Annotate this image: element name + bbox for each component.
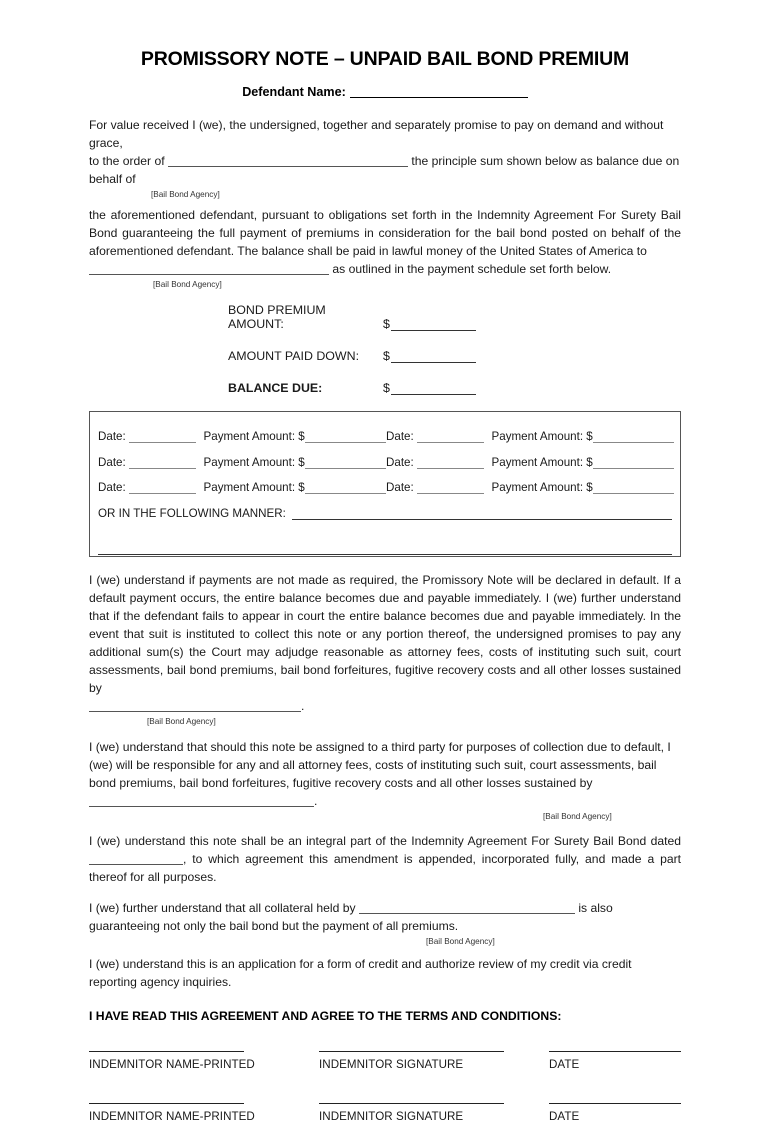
schedule-cell-right [386,430,674,443]
payment-amount-input[interactable] [593,482,674,494]
payment-date-input[interactable] [417,482,484,494]
date-label: Date: [386,455,414,469]
intro-body: the aforementioned defendant, pursuant to obligations set forth in the Indemnity Agreement For Surety Bail Bond guaranteeing the full payment of premiums in consideration for the bail bond posted on behalf of the aforementioned defendant. The balance shall be paid in lawful money of the United States of America to [89,208,681,259]
agency-blank-3[interactable] [89,700,301,712]
agency-caption-3: [Bail Bond Agency] [147,717,216,727]
payment-amount-label: Payment Amount: $ [203,455,305,469]
assignment-clause-text: I (we) understand that should this note be assigned to a third party for purposes of collection due to default, I (we) will be responsible for any and all attorney fees, costs of instituting such suit, court assessments, bail bond premiums, bail bond forfeitures, fugitive recovery costs and all other losses sustained by [89,740,671,791]
indemnitor-signature-label: INDEMNITOR SIGNATURE [319,1058,464,1072]
signature-date-column [549,1051,681,1071]
page-title: PROMISSORY NOTE – UNPAID BAIL BOND PREMIUM [140,48,630,70]
schedule-cell-left [98,430,386,443]
payment-amount-label: Payment Amount: $ [203,481,305,495]
indemnitor-name-label: INDEMNITOR NAME-PRINTED [89,1058,255,1072]
date-label: Date: [98,481,126,495]
payment-amount-input[interactable] [593,457,674,469]
schedule-cell-right [386,481,674,494]
amount-paid-down-input[interactable] [391,351,476,363]
other-manner-input-line2[interactable] [98,542,672,555]
indemnitor-name-input[interactable] [89,1103,244,1104]
balance-due-label: BALANCE DUE: [228,381,323,396]
intro-section [89,117,681,289]
date-label: Date: [386,481,414,495]
signature-block [89,1051,681,1123]
default-clause: I (we) understand if payments are not made as required, the Promissory Note will be declared in default. If a default payment occurs, the entire balance becomes due and payable immediately. I (we) further understand that if the defendant fails to appear in court the entire balance becomes due and payable immediately. In the event that suit is instituted to collect this note or any portion thereof, the undersigned promises to pay any additional sum(s) the Court may adjudge reasonable as attorney fees, costs of instituting such suit, court assessments, bail bond premiums, bail bond forfeitures, fugitive recovery costs and all other losses sustained by [89,573,681,696]
payment-amount-label: Payment Amount: $ [491,481,593,495]
signature-date-label: DATE [549,1058,580,1072]
schedule-cell-left [98,481,386,494]
read-and-agree-statement: I HAVE READ THIS AGREEMENT AND AGREE TO THE TERMS AND CONDITIONS: [89,1009,562,1024]
agreement-date-input[interactable] [89,853,183,865]
agency-blank-1[interactable] [168,155,408,167]
integral-clause [89,833,681,887]
indemnitor-signature-column [319,1103,549,1123]
signature-date-input[interactable] [549,1103,681,1104]
intro-line-2 [89,153,681,189]
default-clause-period: . [301,699,305,714]
bond-premium-amount-label: BOND PREMIUM AMOUNT: [228,303,326,332]
signature-row [89,1051,681,1071]
agency-blank-4[interactable] [89,795,314,807]
intro-line-2-prefix: to the order of [89,154,165,169]
indemnitor-signature-column [319,1051,549,1071]
amount-paid-down-row [228,349,681,363]
payment-schedule-box [89,411,681,557]
default-clause-blank-line [89,698,681,716]
date-label: Date: [386,430,414,444]
intro-line-2-suffix: the principle sum shown below as balance due on behalf of [89,154,680,187]
payment-amount-label: Payment Amount: $ [491,430,593,444]
balance-due-row [228,381,681,395]
payment-schedule-row [98,430,672,443]
date-label: Date: [98,430,126,444]
intro-after-blank-line [89,261,681,279]
indemnitor-name-label: INDEMNITOR NAME-PRINTED [89,1110,255,1123]
other-manner-label: OR IN THE FOLLOWING MANNER: [98,506,286,520]
signature-date-input[interactable] [549,1051,681,1052]
agency-caption-2: [Bail Bond Agency] [153,280,222,290]
payment-date-input[interactable] [129,482,196,494]
indemnitor-name-column [89,1051,319,1071]
other-manner-row [98,507,672,520]
agency-blank-2[interactable] [89,263,329,275]
assignment-clause [89,739,681,811]
payment-amount-input[interactable] [593,431,674,443]
schedule-cell-right [386,456,674,469]
assignment-clause-period: . [314,794,318,809]
agency-blank-5[interactable] [359,902,575,914]
intro-after-blank-text: as outlined in the payment schedule set forth below. [332,262,612,277]
agency-caption-1: [Bail Bond Agency] [151,190,220,200]
intro-line-1: For value received I (we), the undersigned, together and separately promise to pay on demand and without grace, [89,118,664,151]
defendant-name-row [89,85,681,99]
payment-schedule-row [98,456,672,469]
agency-caption-5: [Bail Bond Agency] [426,937,495,947]
payment-date-input[interactable] [417,431,484,443]
signature-date-column [549,1103,681,1123]
payment-schedule-row [98,481,672,494]
balance-due-input[interactable] [391,383,476,395]
bond-premium-currency: $ [383,317,390,332]
bond-premium-amount-row [228,303,681,331]
indemnitor-signature-input[interactable] [319,1103,504,1104]
collateral-clause-text-b: is also guaranteeing not only the bail bond but the payment of all premiums. [89,901,613,934]
date-label: Date: [98,455,126,469]
agency-caption-4: [Bail Bond Agency] [543,812,612,822]
indemnitor-name-input[interactable] [89,1051,244,1052]
schedule-cell-left [98,456,386,469]
integral-clause-text-b: , to which agreement this amendment is appended, incorporated fully, and made a part thereof for all purposes. [89,852,681,885]
payment-date-input[interactable] [417,457,484,469]
amounts-section [89,303,681,395]
payment-date-input[interactable] [129,457,196,469]
balance-due-currency: $ [383,381,390,396]
credit-clause: I (we) understand this is an application for a form of credit and authorize review of my credit via credit reporting agency inquiries. [89,957,632,990]
payment-amount-input[interactable] [305,457,386,469]
amount-paid-down-label: AMOUNT PAID DOWN: [228,349,360,364]
defendant-name-input[interactable] [350,85,528,98]
payment-amount-input[interactable] [305,431,386,443]
signature-row [89,1103,681,1123]
payment-date-input[interactable] [129,431,196,443]
signature-date-label: DATE [549,1110,580,1123]
integral-clause-text-a: I (we) understand this note shall be an integral part of the Indemnity Agreement For Surety Bail Bond dated [89,834,681,849]
indemnitor-signature-input[interactable] [319,1051,504,1052]
payment-amount-label: Payment Amount: $ [491,455,593,469]
collateral-clause [89,900,681,936]
indemnitor-signature-label: INDEMNITOR SIGNATURE [319,1110,464,1123]
bond-premium-amount-input[interactable] [391,319,476,331]
payment-amount-label: Payment Amount: $ [203,430,305,444]
amount-paid-down-currency: $ [383,349,390,364]
other-manner-input[interactable] [292,507,672,520]
payment-amount-input[interactable] [305,482,386,494]
collateral-clause-text-a: I (we) further understand that all collateral held by [89,901,356,916]
indemnitor-name-column [89,1103,319,1123]
defendant-name-label: Defendant Name: [242,85,346,100]
